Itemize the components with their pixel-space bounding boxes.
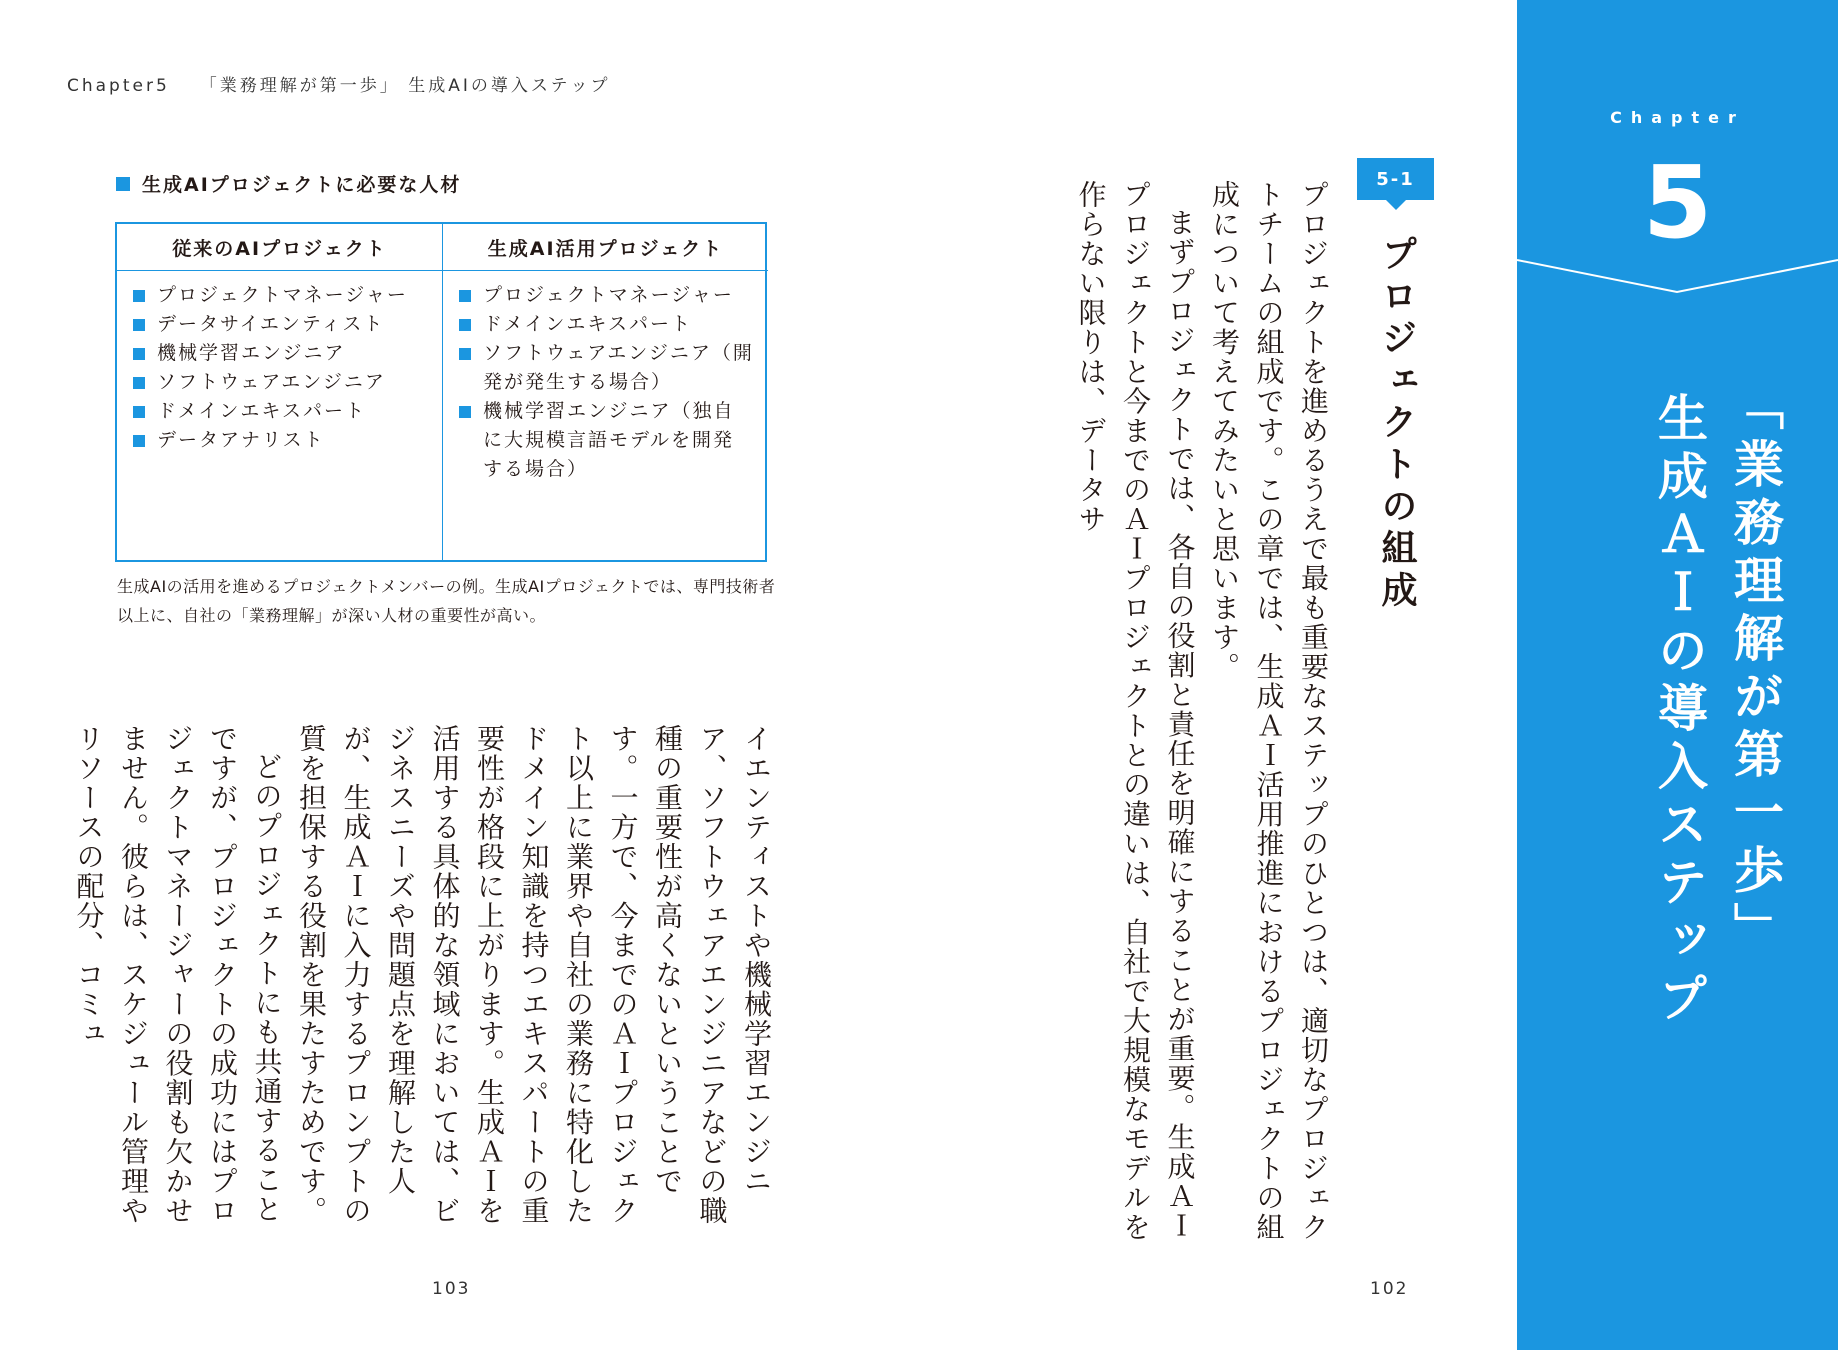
page102-paragraph-1: プロジェクトを進めるうえで最も重要なステップのひとつは、適切なプロジェクトチームの組成です。この章では、生成ＡＩ活用推進におけるプロジェクトの組成について考えてみたいと思います。 (1208, 180, 1330, 1242)
list-item: データアナリスト (133, 426, 428, 455)
section-title: プロジェクトの組成 (1376, 235, 1417, 613)
table-header-traditional: 従来のAIプロジェクト (117, 224, 442, 271)
chapter-title-line-1: 「業務理解が第一歩」 (1726, 380, 1784, 960)
traditional-roles-list (117, 281, 442, 455)
chapter-label: Chapter (1610, 108, 1745, 127)
section-number-badge: 5-1 (1357, 158, 1434, 200)
square-bullet-icon (116, 177, 130, 191)
figure-title-text: 生成AIプロジェクトに必要な人材 (142, 174, 462, 196)
page-number-103: 103 (432, 1279, 471, 1299)
table-column-genai (443, 224, 768, 560)
page103-body (66, 724, 778, 1248)
list-item: 機械学習エンジニア (133, 339, 428, 368)
list-item: プロジェクトマネージャー (459, 281, 754, 310)
page102-body (1068, 180, 1335, 1248)
running-head (67, 71, 641, 96)
page102-paragraph-2: まずプロジェクトでは、各自の役割と責任を明確にすることが重要。生成ＡＩプロジェクトと今までのＡＩプロジェクトとの違いは、自社で大規模なモデルを作らない限りは、データサ (1074, 180, 1197, 1242)
genai-roles-list (443, 281, 768, 484)
list-item: プロジェクトマネージャー (133, 281, 428, 310)
table-header-genai: 生成AI活用プロジェクト (443, 224, 768, 271)
running-head-title: 「業務理解が第一歩」 生成AIの導入ステップ (199, 76, 611, 96)
roles-table (115, 222, 767, 562)
figure-caption: 生成AIの活用を進めるプロジェクトメンバーの例。生成AIプロジェクトでは、専門技術者以上に、自社の「業務理解」が深い人材の重要性が高い。 (117, 577, 776, 625)
chapter-title-line-2: 生成ＡＩの導入ステップ (1650, 392, 1708, 1030)
list-item: ドメインエキスパート (133, 397, 428, 426)
table-column-traditional (117, 224, 443, 560)
figure-title (116, 170, 461, 197)
page-number-102: 102 (1370, 1279, 1409, 1299)
page103-paragraph-1: イエンティストや機械学習エンジニア、ソフトウェアエンジニアなどの職種の重要性が高くないということです。一方で、今までのＡＩプロジェクト以上に業界や自社の業務に特化したドメイン知識を持つエキスパートの重要性が格段に上がります。生成ＡＩを活用する具体的な領域においては、ビジネスニーズや問題点を理解した人が、生成ＡＩに入力するプロンプトの質を担保する役割を果たすためです。 (295, 724, 773, 1226)
list-item: 機械学習エンジニア（独自に大規模言語モデルを開発する場合） (459, 397, 754, 484)
running-head-chapter: Chapter5 (67, 76, 170, 96)
list-item: データサイエンティスト (133, 310, 428, 339)
chapter-band (1517, 0, 1838, 1350)
chapter-number: 5 (1642, 144, 1713, 261)
list-item: ドメインエキスパート (459, 310, 754, 339)
page103-paragraph-2: どのプロジェクトにも共通することですが、プロジェクトの成功にはプロジェクトマネージャーの役割も欠かせません。彼らは、スケジュール管理やリソースの配分、コミュ (72, 724, 284, 1226)
chapter-divider-line (1517, 250, 1838, 295)
list-item: ソフトウェアエンジニア (133, 368, 428, 397)
chapter-title (1641, 380, 1793, 1030)
list-item: ソフトウェアエンジニア（開発が発生する場合） (459, 339, 754, 397)
